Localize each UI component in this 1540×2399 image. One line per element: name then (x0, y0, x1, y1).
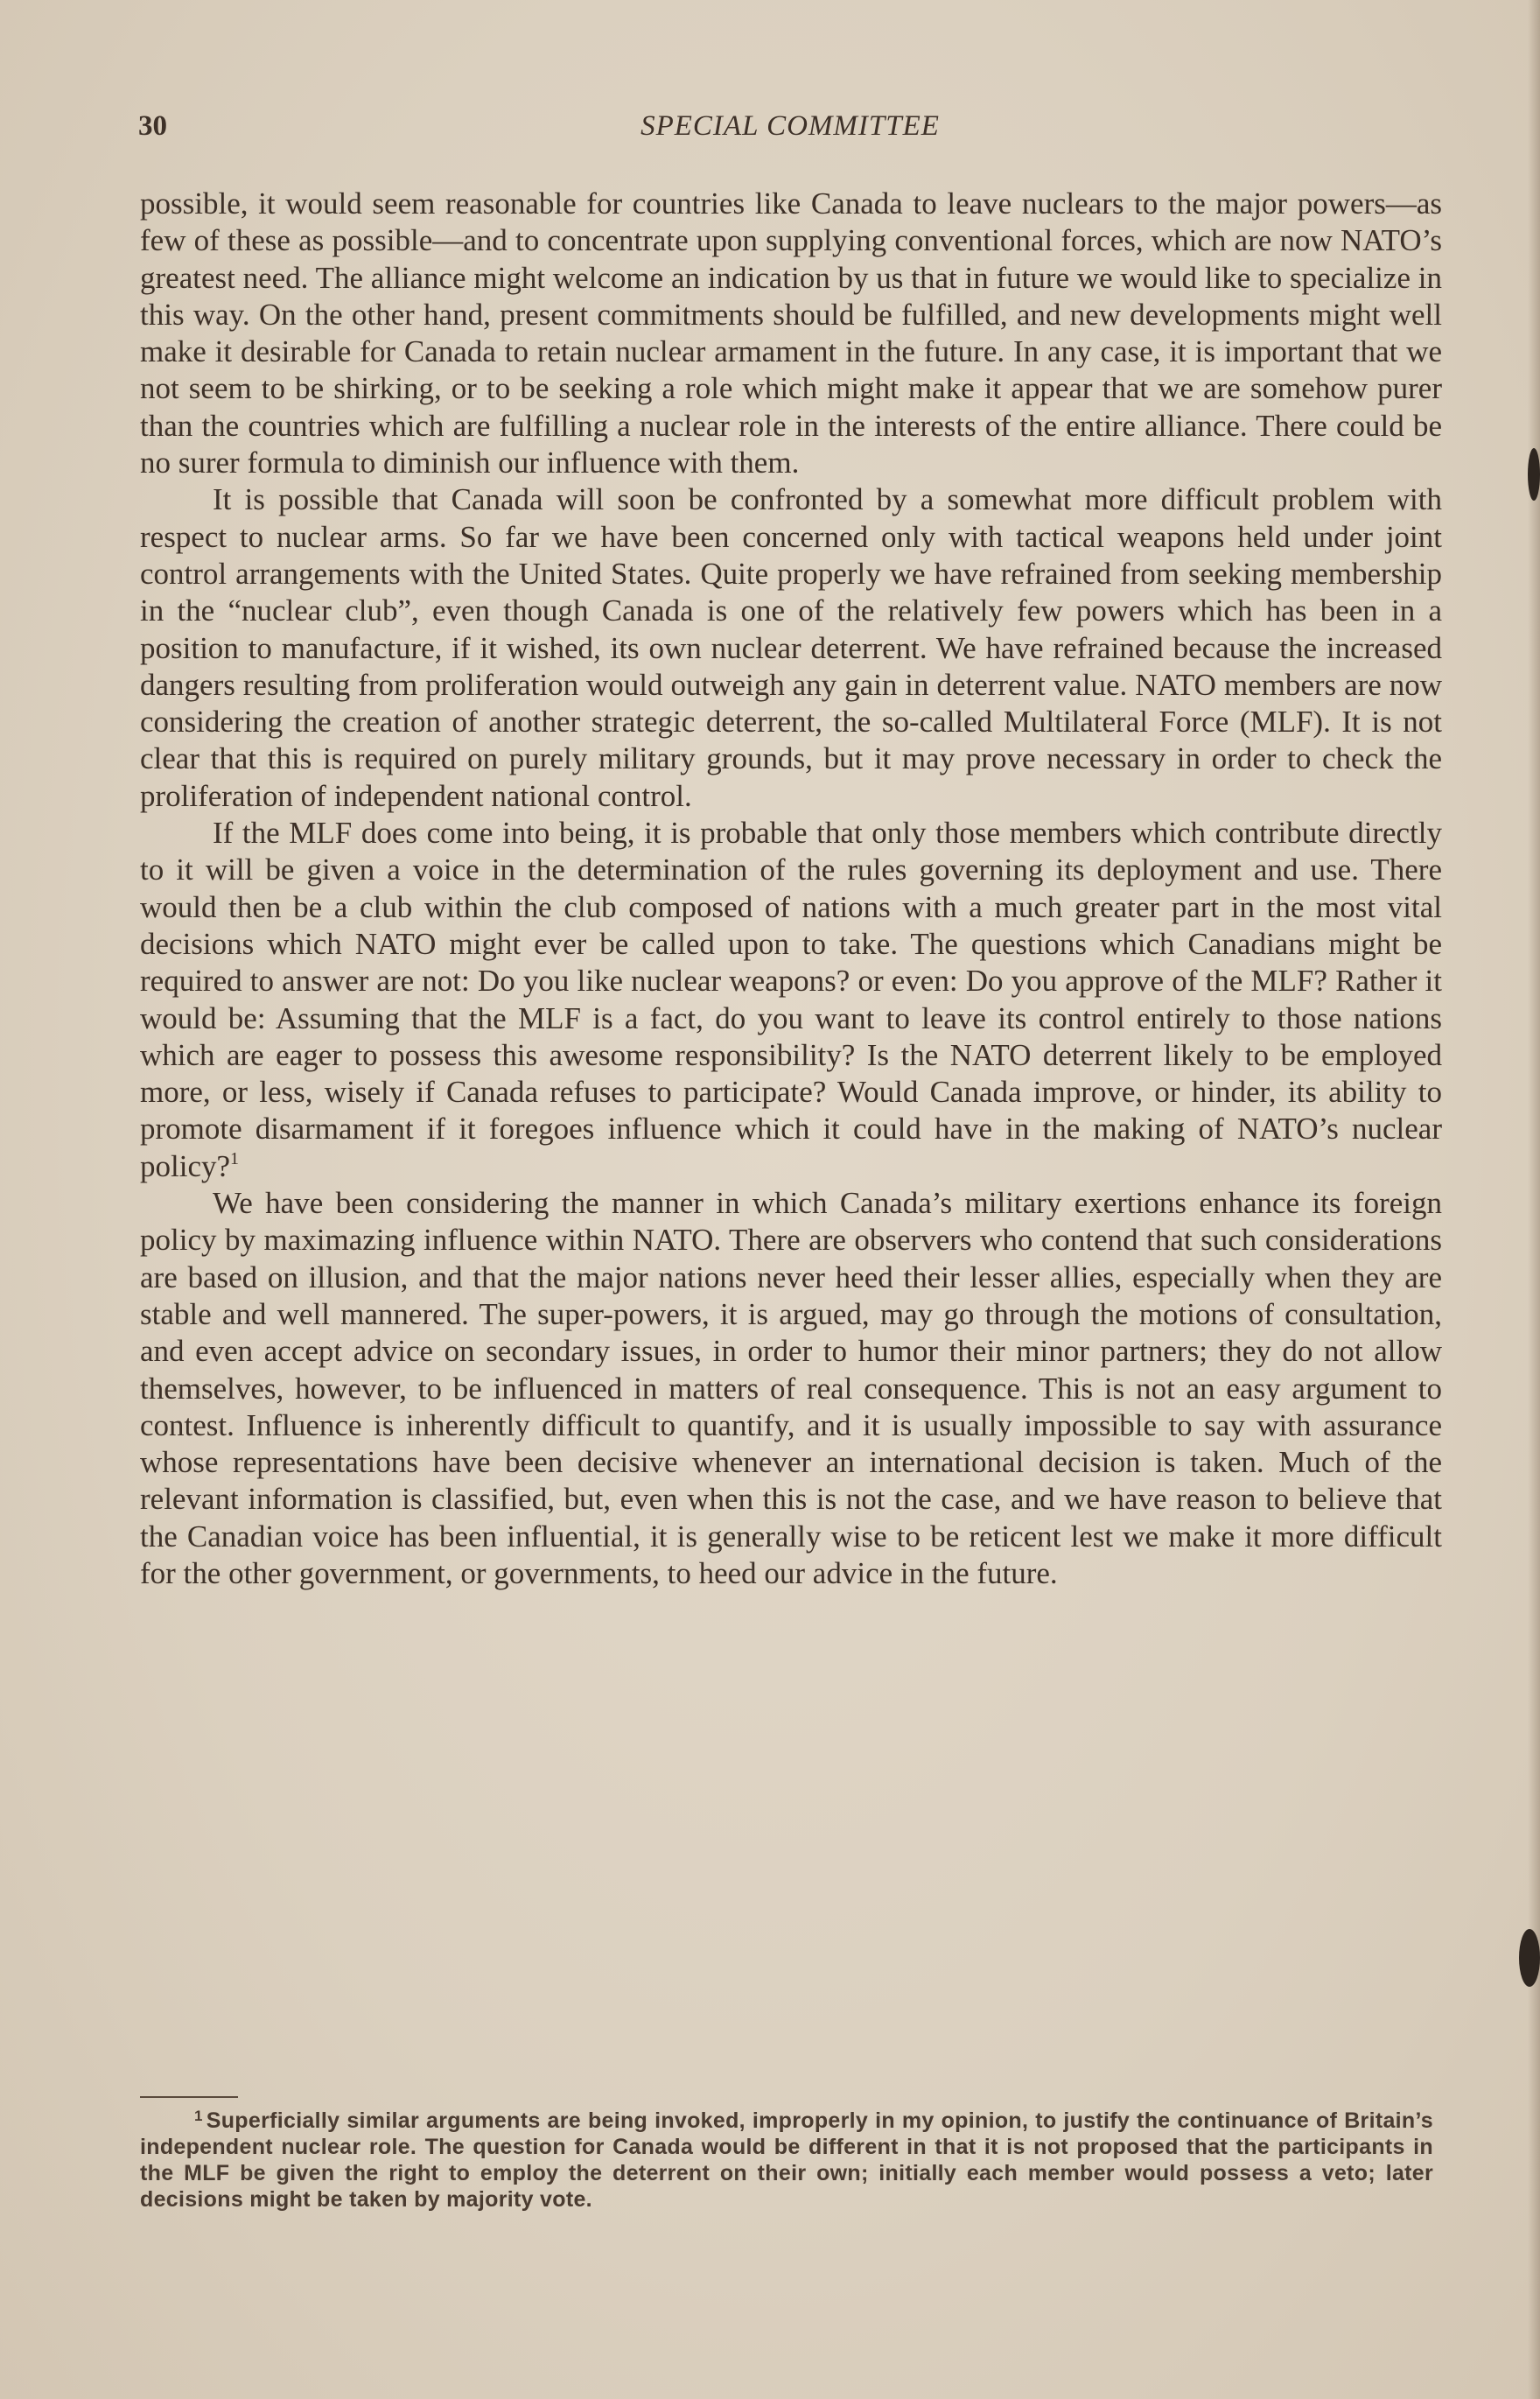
footnote-marker: 1 (194, 2108, 203, 2124)
page-number: 30 (138, 110, 167, 142)
paragraph: It is possible that Canada will soon be confronted by a somewhat more difficult problem with respect to nuclear arms. So far we have been concerned only with tactical weapons held under joint control arrangements with the United States. Quite properly we have refrained from seeking membership in the “nuclear club”, even though Canada is one of the relatively few powers which has been in a position to manufacture, if it wished, its own nuclear deterrent. We have refrained because the increased dangers resulting from proliferation would outweigh any gain in deterrent value. NATO members are now considering the creation of another strategic deterrent, the so-called Multilateral Force (MLF). It is not clear that this is required on purely military grounds, but it may prove necessary in order to check the proliferation of independent national control. (140, 482, 1442, 813)
footnote (140, 2108, 1433, 2213)
ink-blot (1519, 1929, 1540, 1987)
ink-blot (1528, 448, 1540, 501)
running-head: SPECIAL COMMITTEE (640, 110, 940, 142)
paragraph: We have been considering the manner in which Canada’s military exertions enhance its foreign policy by maximazing influence within NATO. There are observers who contend that such considerations are based on illusion, and that the major nations never heed their lesser allies, especially when they are stable and well mannered. The super-powers, it is argued, may go through the motions of consultation, and even accept advice on secondary issues, in order to humor their minor partners; they do not allow themselves, however, to be influenced in matters of real consequence. This is not an easy argument to contest. Influence is inherently difficult to quantify, and it is usually impossible to say with assurance whose representations have been decisive whenever an international decision is taken. Much of the relevant information is classified, but, even when this is not the case, and we have reason to believe that the Canadian voice has been influential, it is generally wise to be reticent lest we make it more difficult for the other government, or governments, to heed our advice in the future. (140, 1186, 1442, 1590)
paragraph-text: If the MLF does come into being, it is probable that only those members which contribute directly to it will be given a voice in the determination of the rules governing its deployment and use. There would then be a club within the club composed of nations with a much greater part in the most vital decisions which NATO might ever be called upon to take. The questions which Canadians might be required to answer are not: Do you like nuclear weapons? or even: Do you approve of the MLF? Rather it would be: Assuming that the MLF is a fact, do you want to leave its control entirely to those nations which are eager to possess this awesome responsibility? Is the NATO deterrent likely to be employed more, or less, wisely if Canada refuses to participate? Would Canada improve, or hinder, its ability to promote disarmament if it foregoes influence which it could have in the making of NATO’s nuclear policy? (140, 816, 1442, 1183)
footnote-divider (140, 2096, 238, 2098)
footnote-reference[interactable]: 1 (230, 1148, 240, 1168)
footnote-text: Superficially similar arguments are being invoked, improperly in my opinion, to justify the continuance of Britain’s independent nuclear role. The question for Canada would be different in that it is not proposed that the participants in the MLF be given the right to employ the deterrent on their own; initially each member would possess a veto; later decisions might be taken by majority vote. (140, 2108, 1433, 2212)
paragraph: possible, it would seem reasonable for countries like Canada to leave nuclears to the major powers—as few of these as possible—and to concentrate upon supplying conventional forces, which are now NATO’s greatest need. The alliance might welcome an indication by us that in future we would like to specialize in this way. On the other hand, present commitments should be fulfilled, and new developments might well make it desirable for Canada to retain nuclear armament in the future. In any case, it is important that we not seem to be shirking, or to be seeking a role which might make it appear that we are somehow purer than the countries which are fulfilling a nuclear role in the interests of the entire alliance. There could be no surer formula to diminish our influence with them. (140, 186, 1442, 481)
page-edge-shadow (1528, 0, 1540, 2399)
paragraph (140, 815, 1442, 1185)
page-header (138, 110, 1442, 149)
body-text (140, 186, 1442, 1592)
